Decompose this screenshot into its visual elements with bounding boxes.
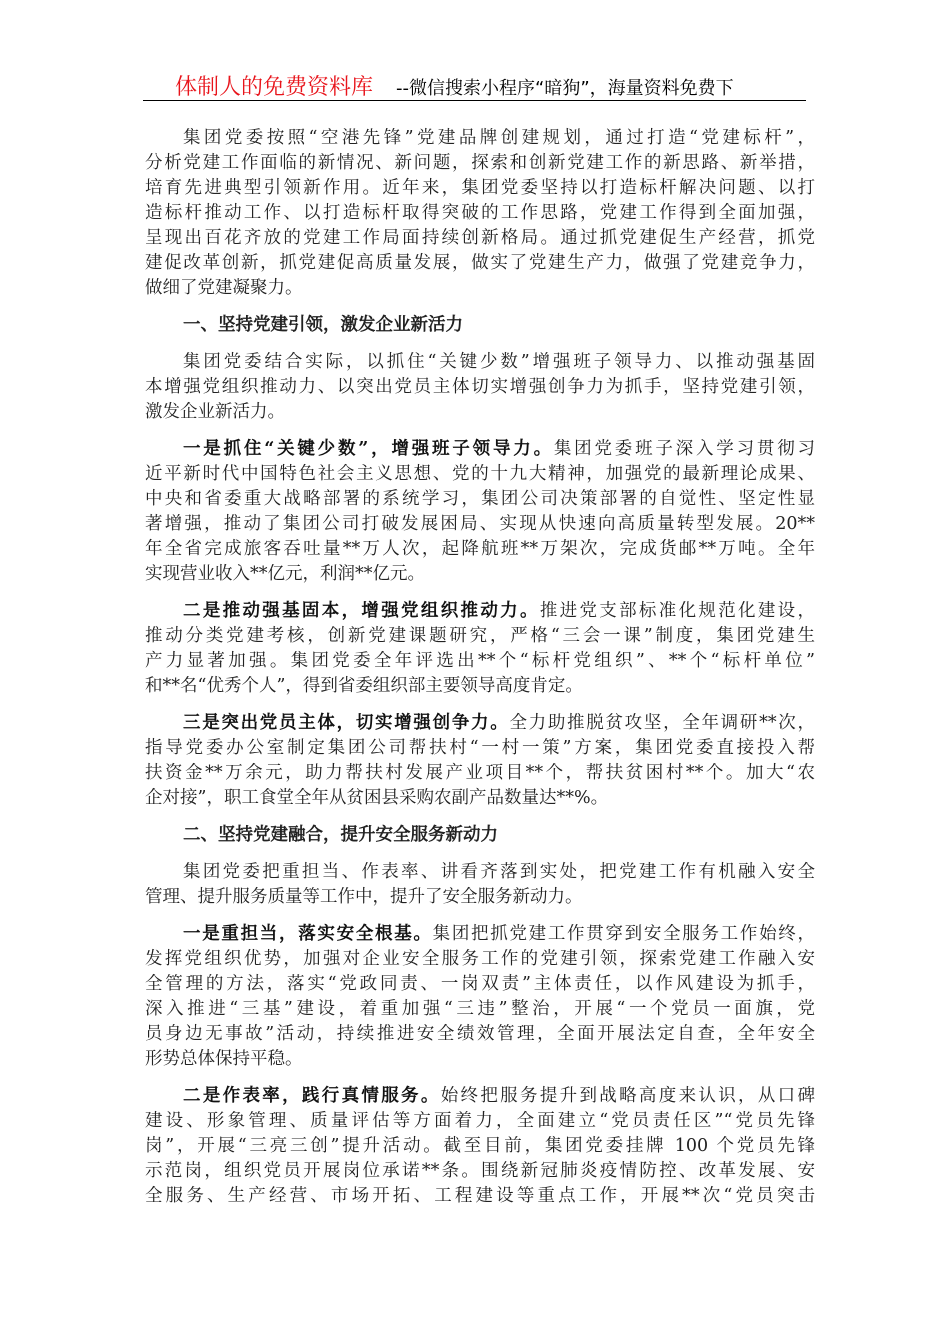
line-text: 建设、形象管理、质量评估等方面着力，全面建立“党员责任区”“党员先锋 xyxy=(145,1111,815,1131)
line-text: 本增强党组织推动力、以突出党员主体切实增强创争力为抓手，坚持党建引领， xyxy=(145,377,815,397)
line-text: 一、坚持党建引领，激发企业新活力 xyxy=(183,315,463,335)
paragraph-lead: 二是推动强基固本，增强党组织推动力。 xyxy=(183,601,540,621)
section-heading xyxy=(145,313,815,338)
text-line xyxy=(145,201,815,226)
line-text: 发挥党组织优势，加强对企业安全服务工作的党建引领，探索党建工作融入安 xyxy=(145,949,815,969)
line-text: 集团党委班子深入学习贯彻习 xyxy=(553,439,815,459)
text-line xyxy=(145,1184,815,1209)
text-line xyxy=(145,176,815,201)
line-text: 岗”，开展“三亮三创”提升活动。截至目前，集团党委挂牌 100 个党员先锋 xyxy=(145,1136,815,1156)
text-line xyxy=(145,126,815,151)
line-text: 和**名“优秀个人”，得到省委组织部主要领导高度肯定。 xyxy=(145,676,583,696)
line-text: 激发企业新活力。 xyxy=(145,402,285,422)
paragraph xyxy=(145,1084,815,1209)
line-text: 分析党建工作面临的新情况、新问题，探索和创新党建工作的新思路、新举措， xyxy=(145,153,815,173)
paragraph xyxy=(145,711,815,811)
line-text: 全力助推脱贫攻坚，全年调研**次， xyxy=(509,713,815,733)
text-line xyxy=(145,1022,815,1047)
text-line xyxy=(145,537,815,562)
text-line xyxy=(145,276,815,301)
text-line xyxy=(145,885,815,910)
paragraph-lead: 三是突出党员主体，切实增强创争力。 xyxy=(183,713,510,733)
text-line xyxy=(145,462,815,487)
line-text: 管理、提升服务质量等工作中，提升了安全服务新动力。 xyxy=(145,887,583,907)
line-text: 全服务、生产经营、市场开拓、工程建设等重点工作，开展**次“党员突击 xyxy=(145,1186,815,1206)
document-body xyxy=(145,126,815,1221)
text-line xyxy=(145,624,815,649)
line-text: 近平新时代中国特色社会主义思想、党的十九大精神，加强党的最新理论成果、 xyxy=(145,464,815,484)
text-line xyxy=(145,313,815,338)
line-text: 形势总体保持平稳。 xyxy=(145,1049,303,1069)
paragraph xyxy=(145,350,815,425)
text-line xyxy=(145,972,815,997)
text-line xyxy=(145,1047,815,1072)
line-text: 员身边无事故”活动，持续推进安全绩效管理，全面开展法定自查，全年安全 xyxy=(145,1024,815,1044)
text-line xyxy=(145,487,815,512)
paragraph xyxy=(145,437,815,587)
line-text: 集团党委结合实际，以抓住“关键少数”增强班子领导力、以推动强基固 xyxy=(183,352,815,372)
paragraph xyxy=(145,860,815,910)
line-text: 始终把服务提升到战略高度来认识，从口碑 xyxy=(440,1086,815,1106)
line-text: 集团党委把重担当、作表率、讲看齐落到实处，把党建工作有机融入安全 xyxy=(183,862,815,882)
text-line xyxy=(145,761,815,786)
paragraph xyxy=(145,126,815,301)
text-line xyxy=(145,997,815,1022)
text-line xyxy=(145,151,815,176)
paragraph xyxy=(145,599,815,699)
line-text: 中央和省委重大战略部署的系统学习，集团公司决策部署的自觉性、坚定性显 xyxy=(145,489,815,509)
text-line xyxy=(145,786,815,811)
line-text: 指导党委办公室制定集团公司帮扶村“一村一策”方案，集团党委直接投入帮 xyxy=(145,738,815,758)
text-line xyxy=(145,251,815,276)
text-line xyxy=(145,649,815,674)
text-line xyxy=(145,512,815,537)
text-line xyxy=(145,1134,815,1159)
text-line xyxy=(145,1084,815,1109)
line-text: 企对接”，职工食堂全年从贫困县采购农副产品数量达**%。 xyxy=(145,788,609,808)
header-tagline: --微信搜索小程序“暗狗”，海量资料免费下 xyxy=(396,78,734,99)
text-line xyxy=(145,1159,815,1184)
text-line xyxy=(145,226,815,251)
line-text: 造标杆推动工作、以打造标杆取得突破的工作思路，党建工作得到全面加强， xyxy=(145,203,815,223)
text-line xyxy=(145,599,815,624)
line-text: 推动分类党建考核，创新党建课题研究，严格“三会一课”制度，集团党建生 xyxy=(145,626,815,646)
text-line xyxy=(145,736,815,761)
text-line xyxy=(145,437,815,462)
line-text: 做细了党建凝聚力。 xyxy=(145,278,303,298)
text-line xyxy=(145,562,815,587)
line-text: 年全省完成旅客吞吐量**万人次，起降航班**万架次，完成货邮**万吨。全年 xyxy=(145,539,815,559)
line-text: 培育先进典型引领新作用。近年来，集团党委坚持以打造标杆解决问题、以打 xyxy=(145,178,815,198)
paragraph-lead: 一是抓住“关键少数”，增强班子领导力。 xyxy=(183,439,554,459)
text-line xyxy=(145,375,815,400)
text-line xyxy=(145,947,815,972)
text-line xyxy=(145,823,815,848)
line-text: 产力显著加强。集团党委全年评选出**个“标杆党组织”、**个“标杆单位” xyxy=(145,651,815,671)
paragraph-lead: 一是重担当，落实安全根基。 xyxy=(183,924,433,944)
line-text: 扶资金**万余元，助力帮扶村发展产业项目**个，帮扶贫困村**个。加大“农 xyxy=(145,763,815,783)
line-text: 深入推进“三基”建设，着重加强“三违”整治，开展“一个党员一面旗，党 xyxy=(145,999,815,1019)
paragraph-lead: 二是作表率，践行真情服务。 xyxy=(183,1086,441,1106)
line-text: 推进党支部标准化规范化建设， xyxy=(539,601,815,621)
text-line xyxy=(145,400,815,425)
line-text: 集团把抓党建工作贯穿到安全服务工作始终， xyxy=(432,924,815,944)
line-text: 著增强，推动了集团公司打破发展困局、实现从快速向高质量转型发展。20** xyxy=(145,514,815,534)
text-line xyxy=(145,674,815,699)
paragraph xyxy=(145,922,815,1072)
line-text: 二、坚持党建融合，提升安全服务新动力 xyxy=(183,825,498,845)
text-line xyxy=(145,350,815,375)
line-text: 建促改革创新，抓党建促高质量发展，做实了党建生产力，做强了党建竞争力， xyxy=(145,253,815,273)
page-header-banner xyxy=(143,68,806,101)
header-brand: 体制人的免费资料库 xyxy=(175,75,374,100)
line-text: 实现营业收入**亿元，利润**亿元。 xyxy=(145,564,425,584)
text-line xyxy=(145,922,815,947)
text-line xyxy=(145,1109,815,1134)
section-heading xyxy=(145,823,815,848)
text-line xyxy=(145,860,815,885)
text-line xyxy=(145,711,815,736)
line-text: 集团党委按照“空港先锋”党建品牌创建规划，通过打造“党建标杆”， xyxy=(183,128,815,148)
line-text: 呈现出百花齐放的党建工作局面持续创新格局。通过抓党建促生产经营，抓党 xyxy=(145,228,815,248)
line-text: 示范岗，组织党员开展岗位承诺**条。围绕新冠肺炎疫情防控、改革发展、安 xyxy=(145,1161,815,1181)
line-text: 全管理的方法，落实“党政同责、一岗双责”主体责任，以作风建设为抓手， xyxy=(145,974,815,994)
